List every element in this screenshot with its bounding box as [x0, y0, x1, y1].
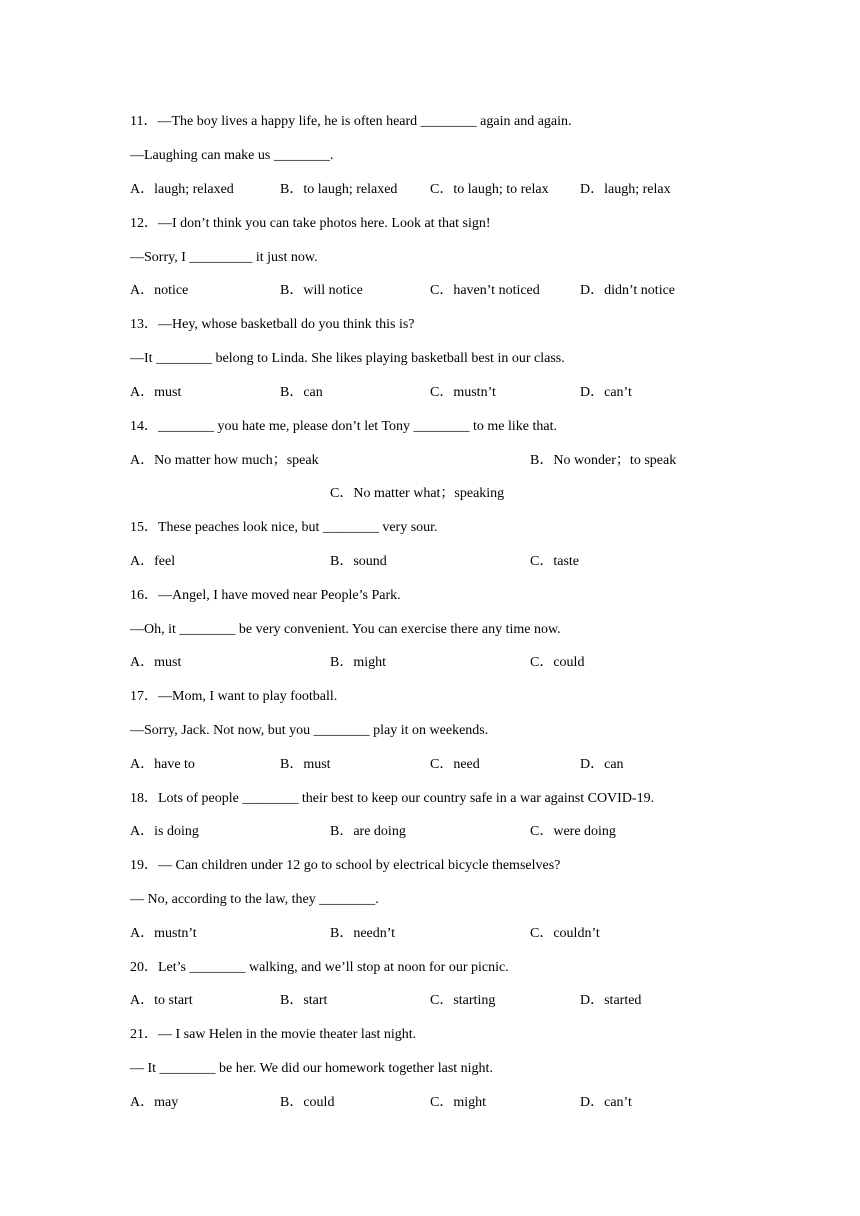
q12-option-b: B．will notice: [280, 283, 363, 298]
question-18: 18．Lots of people ________ their best to keep our country safe in a war against COVID-19.: [130, 791, 655, 806]
q12-option-a: A．notice: [130, 283, 189, 298]
question-13: 13．—Hey, whose basketball do you think this is?: [130, 317, 415, 332]
q16-option-b: B．might: [330, 655, 387, 670]
q20-option-a: A．to start: [130, 993, 193, 1008]
q11-option-b: B．to laugh; relaxed: [280, 182, 398, 197]
q14-option-a: A．No matter how much；speak: [130, 453, 319, 468]
q19-option-b: B．needn’t: [330, 926, 396, 941]
q15-option-b: B．sound: [330, 554, 387, 569]
question-19-reply: — No, according to the law, they ________.: [130, 892, 379, 907]
question-11-reply: —Laughing can make us ________.: [130, 148, 334, 163]
q18-option-c: C．were doing: [530, 824, 616, 839]
q21-option-a: A．may: [130, 1095, 179, 1110]
question-13-reply: —It ________ belong to Linda. She likes playing basketball best in our class.: [130, 351, 565, 366]
question-19: 19．— Can children under 12 go to school by electrical bicycle themselves?: [130, 858, 561, 873]
q11-option-a: A．laugh; relaxed: [130, 182, 234, 197]
question-15: 15．These peaches look nice, but ________ very sour.: [130, 520, 438, 535]
q13-option-c: C．mustn’t: [430, 385, 496, 400]
q16-option-c: C．could: [530, 655, 585, 670]
question-20: 20．Let’s ________ walking, and we’ll stop at noon for our picnic.: [130, 960, 509, 975]
question-17-reply: —Sorry, Jack. Not now, but you ________ play it on weekends.: [130, 723, 489, 738]
q12-option-d: D．didn’t notice: [580, 283, 676, 298]
question-12-reply: —Sorry, I _________ it just now.: [130, 250, 318, 265]
q16-option-a: A．must: [130, 655, 182, 670]
q13-option-a: A．must: [130, 385, 182, 400]
q20-option-c: C．starting: [430, 993, 496, 1008]
question-14: 14．________ you hate me, please don’t let Tony ________ to me like that.: [130, 419, 557, 434]
q21-option-c: C．might: [430, 1095, 487, 1110]
q18-option-b: B．are doing: [330, 824, 406, 839]
q11-option-d: D．laugh; relax: [580, 182, 671, 197]
question-12: 12．—I don’t think you can take photos here. Look at that sign!: [130, 216, 491, 231]
q19-option-a: A．mustn’t: [130, 926, 197, 941]
q17-option-b: B．must: [280, 757, 331, 772]
q14-option-c: C．No matter what；speaking: [330, 486, 505, 501]
q20-option-d: D．started: [580, 993, 642, 1008]
q17-option-c: C．need: [430, 757, 480, 772]
question-17: 17．—Mom, I want to play football.: [130, 689, 338, 704]
q19-option-c: C．couldn’t: [530, 926, 600, 941]
question-16-reply: —Oh, it ________ be very convenient. You can exercise there any time now.: [130, 622, 561, 637]
q15-option-a: A．feel: [130, 554, 176, 569]
q20-option-b: B．start: [280, 993, 328, 1008]
q17-option-d: D．can: [580, 757, 624, 772]
q21-option-d: D．can’t: [580, 1095, 632, 1110]
q21-option-b: B．could: [280, 1095, 335, 1110]
q13-option-b: B．can: [280, 385, 323, 400]
q14-option-b: B．No wonder；to speak: [530, 453, 677, 468]
question-21-reply: — It ________ be her. We did our homework together last night.: [130, 1061, 493, 1076]
q13-option-d: D．can’t: [580, 385, 632, 400]
q12-option-c: C．haven’t noticed: [430, 283, 540, 298]
q17-option-a: A．have to: [130, 757, 195, 772]
question-11: 11．—The boy lives a happy life, he is often heard ________ again and again.: [130, 114, 572, 129]
q18-option-a: A．is doing: [130, 824, 199, 839]
q15-option-c: C．taste: [530, 554, 579, 569]
question-21: 21．— I saw Helen in the movie theater last night.: [130, 1027, 417, 1042]
q11-option-c: C．to laugh; to relax: [430, 182, 549, 197]
question-16: 16．—Angel, I have moved near People’s Park.: [130, 588, 401, 603]
